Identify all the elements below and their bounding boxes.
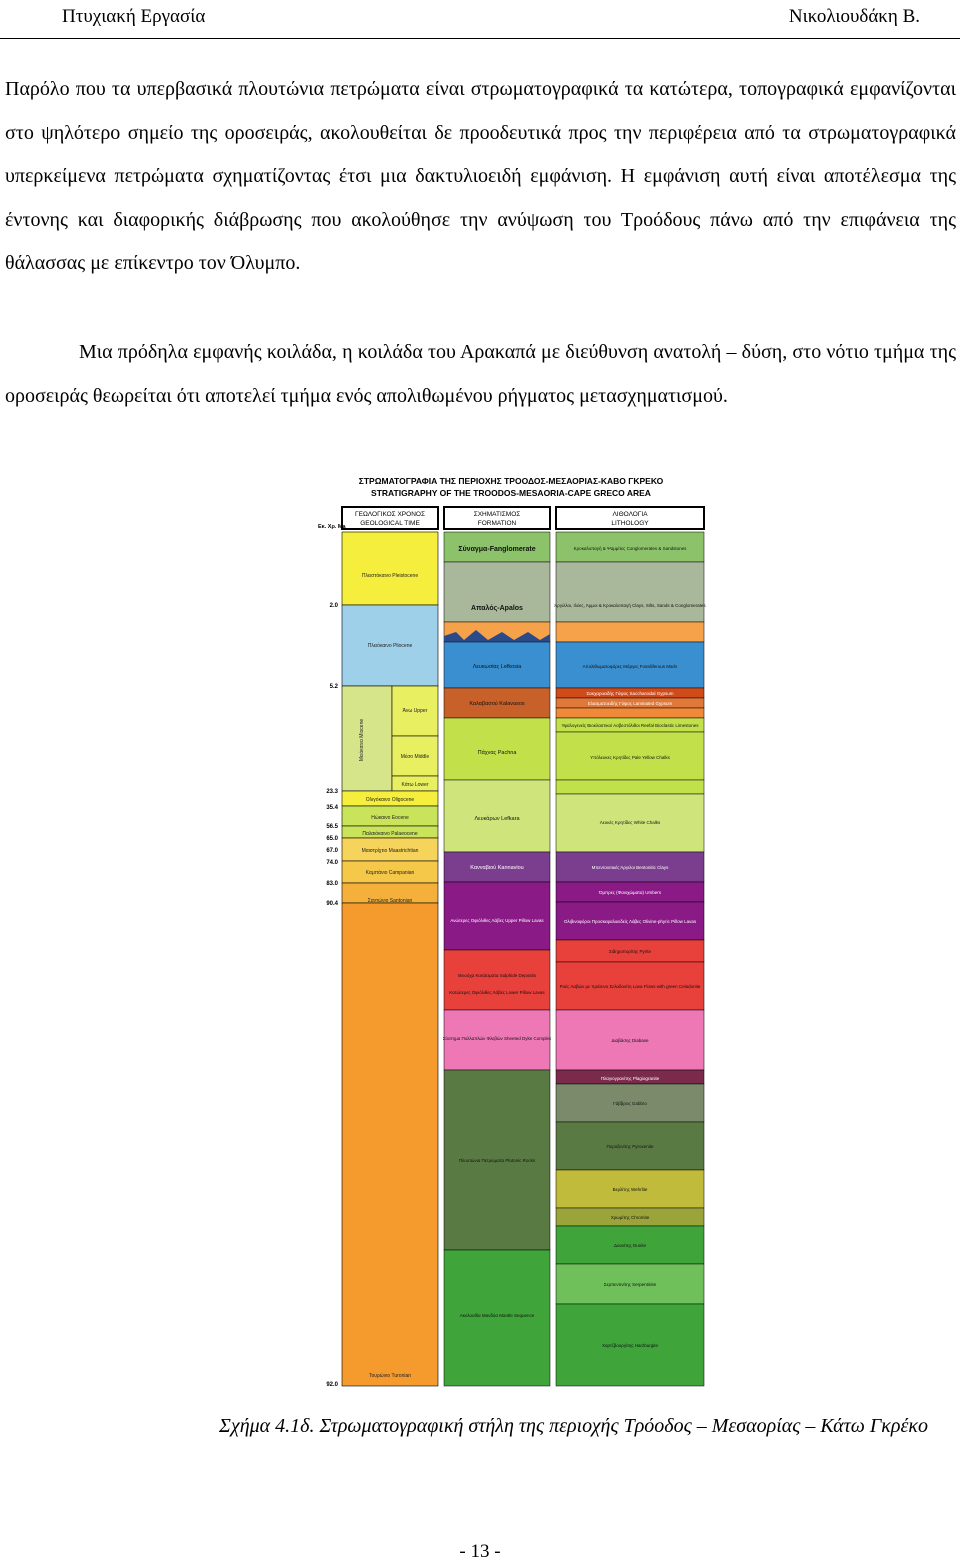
lithology-label: Πλαγιογρανίτης Plagiogranite (600, 1076, 660, 1081)
figure-title-en: STRATIGRAPHY OF THE TROODOS-MESAORIA-CAPE GRECO AREA (371, 488, 651, 498)
lithology-label: Ροές Λαβών με πράσινο Σελαδονίτη Lava Flows with green Celadonite (559, 984, 701, 989)
formation-column (444, 532, 550, 1386)
epoch-label: Καμπάνιο Campanian (365, 870, 415, 876)
age-tick: 2.0 (329, 603, 338, 609)
age-ticks (326, 603, 338, 1388)
formation-label: Πλουτώνια Πετρώματα Plutonic Rocks (458, 1158, 536, 1163)
epoch-label: Ολιγόκαινο Oligocene (365, 797, 415, 803)
lithology-column (556, 532, 704, 1386)
col-time-gr: ΓΕΩΛΟΓΙΚΟΣ ΧΡΟΝΟΣ (355, 511, 425, 518)
header-right: Νικολιουδάκη Β. (788, 6, 920, 27)
col-time-en: GEOLOGICAL TIME (360, 520, 420, 527)
lithology-label: Σιδηροπυρίτης Pyrite (608, 949, 652, 954)
age-tick: 74.0 (326, 860, 338, 866)
age-label: Εκ. Χρ. Ma (318, 524, 346, 530)
lithology-label: Δουνίτης Dunite (614, 1243, 646, 1248)
age-tick: 92.0 (326, 1382, 338, 1388)
formation-label: Λευκάρων Lefkara (474, 816, 520, 822)
epoch-label: Πλειόκαινο Pliocene (367, 643, 413, 649)
header-left: Πτυχιακή Εργασία (62, 6, 206, 27)
figure-title-gr: ΣΤΡΩΜΑΤΟΓΡΑΦΙΑ ΤΗΣ ΠΕΡΙΟΧΗΣ ΤΡΟΟΔΟΣ-ΜΕΣΑΟΡΙΑΣ-ΚΑΒΟ ΓΚΡΕΚΟ (358, 476, 664, 486)
col-form-gr: ΣΧΗΜΑΤΙΣΜΟΣ (473, 511, 521, 518)
formation-label: Κανναβιού Kannaviou (470, 865, 524, 871)
lithology-label: Υπόλευκες Κρητίδες Pale Yellow Chalks (590, 755, 670, 760)
lithology-label: Απολιθωματοφόρες Μάργες Fossiliferous Marls (582, 664, 678, 669)
formation-label: Κατώτερες Οφιόλιθες Λάβες Lower Pillow Lavas (449, 990, 545, 995)
age-tick: 65.0 (326, 836, 338, 842)
stratigraphy-figure (316, 472, 706, 1392)
epoch-label: Σαντώνιο Santonian (367, 898, 413, 904)
lithology-label: Λευκές Κρητίδες White Chalks (599, 820, 661, 825)
age-tick: 56.5 (326, 824, 338, 830)
lithology-label: Διαβάσης Diabase (611, 1038, 649, 1043)
age-tick: 90.4 (326, 901, 338, 907)
formation-label: Πάχνας Pachna (477, 750, 517, 756)
formation-label: Ακολουθία Μανδύα Mantle Sequence (459, 1313, 535, 1318)
lithology-label: Μπεντονιτικές Άργιλοι Bentonitic Clays (591, 865, 669, 870)
lithology-label: Σερπεντινίτης Serpentinite (603, 1282, 657, 1287)
col-lith-gr: ΛΙΘΟΛΟΓΙΑ (612, 511, 648, 518)
epoch-label: Παλαιόκαινο Palaeocene (362, 831, 418, 837)
epoch-label: Μέσο Middle (400, 754, 430, 760)
epoch-label: Τουρώνιο Turonian (368, 1373, 412, 1379)
figure-caption: Σχήμα 4.1δ. Στρωματογραφική στήλη της περιοχής Τρόοδος – Μεσαορίας – Κάτω Γκρέκο (219, 1415, 928, 1437)
lithology-label: Κροκαλοπαγή & Ψαμμίτες Conglomerates & Sandstones (573, 546, 687, 551)
page-number: - 13 - (459, 1541, 501, 1562)
col-lith-en: LITHOLOGY (611, 520, 649, 527)
epoch-label: Ηώκαινο Eocene (371, 815, 409, 821)
formation-label: Ανώτερες Οφιόλιθες Λάβες Upper Pillow Lavas (450, 918, 544, 923)
formation-label: Απαλός-Apalos (471, 605, 523, 612)
col-form-en: FORMATION (477, 520, 517, 527)
page-header (0, 2, 960, 39)
formation-label: Λευκωσίας Lefkosia (472, 664, 522, 670)
lithology-label: Ολιβινοφόροι Προσκεφαλοειδείς Λάβες Olivine-phyric Pillow Lavas (563, 919, 697, 924)
age-tick: 83.0 (326, 881, 338, 887)
paragraph-2: Μια πρόδηλα εμφανής κοιλάδα, η κοιλάδα του Αρακαπά με διεύθυνση ανατολή – δύση, στο νότιο τμήμα της οροσειράς θεωρείται ότι αποτελεί τμήμα ενός απολιθωμένου ρήγματος μετασχηματισμού. (5, 341, 956, 407)
lithology-label: Σακχαροειδής Γύψος Saccharoidal Gypsum (586, 691, 674, 696)
lithology-label: Βερλίτης Wehrlite (612, 1187, 648, 1192)
age-tick: 23.3 (326, 789, 338, 795)
age-tick: 5.2 (329, 684, 338, 690)
formation-label: Θειούχα Κοιτάσματα Sulphide Deposits (457, 973, 537, 978)
formation-label: Καλαβασού Kalavasos (469, 701, 525, 707)
paragraph-1: Παρόλο που τα υπερβασικά πλουτώνια πετρώματα είναι στρωματογραφικά τα κατώτερα, τοπογραφικά εμφανίζονται στο ψηλότερο σημείο της οροσειράς, ακολουθείται δε προοδευτικά προς την περιφέρεια από τα στρωματογραφικά υπερκείμενα πετρώματα σχηματίζοντας έτσι μια δακτυλιοειδή εμφάνιση. Η εμφάνιση αυτή είναι αποτέλεσμα της έντονης και διαφορικής διάβρωσης που ακολούθησε την ανύψωση του Τροόδους πάνω από την επιφάνεια της θάλασσας με επίκεντρο τον Όλυμπο. (5, 78, 956, 274)
lithology-label: Ελασματοειδής Γύψος Laminated Gypsum (587, 701, 673, 706)
lithology-label: Χρωμίτης Chromite (610, 1215, 650, 1220)
lithology-label: Χαρτζβουργίτης Harzburgite (601, 1343, 659, 1348)
lithology-label: Πυροξενίτης Pyroxenite (606, 1144, 654, 1149)
lithology-label: Υφαλογενείς Βιοκλαστικοί Ασβεστόλιθοι Reefal Bioclastic Limestones (561, 723, 699, 728)
epoch-label: Πλειστόκαινο Pleistocene (361, 573, 419, 579)
time-column (342, 532, 438, 1386)
epoch-label: Κάτω Lower (401, 782, 429, 788)
formation-label: Σύστημα Πολλαπλών Φλεβών Sheeted Dyke Complex (442, 1036, 552, 1041)
lithology-label: Γάββρος Gabbro (613, 1101, 647, 1106)
epoch-label: Μειόκαινο Miocene (359, 718, 365, 762)
age-tick: 67.0 (326, 848, 338, 854)
lithology-label: Όμπρες (Φαιοχώματα) Umbers (598, 890, 662, 895)
age-tick: 35.4 (326, 805, 338, 811)
epoch-label: Άνω Upper (402, 708, 428, 714)
epoch-label: Μαιστρίχτιο Maastrichtian (361, 848, 419, 854)
lithology-label: Άργιλλοι, Ιλύες, Άμμοι & Κροκαλοπαγή Clays, Silts, Sands & Conglomerates (554, 603, 706, 608)
formation-label: Σύναγμα-Fanglomerate (458, 546, 536, 553)
